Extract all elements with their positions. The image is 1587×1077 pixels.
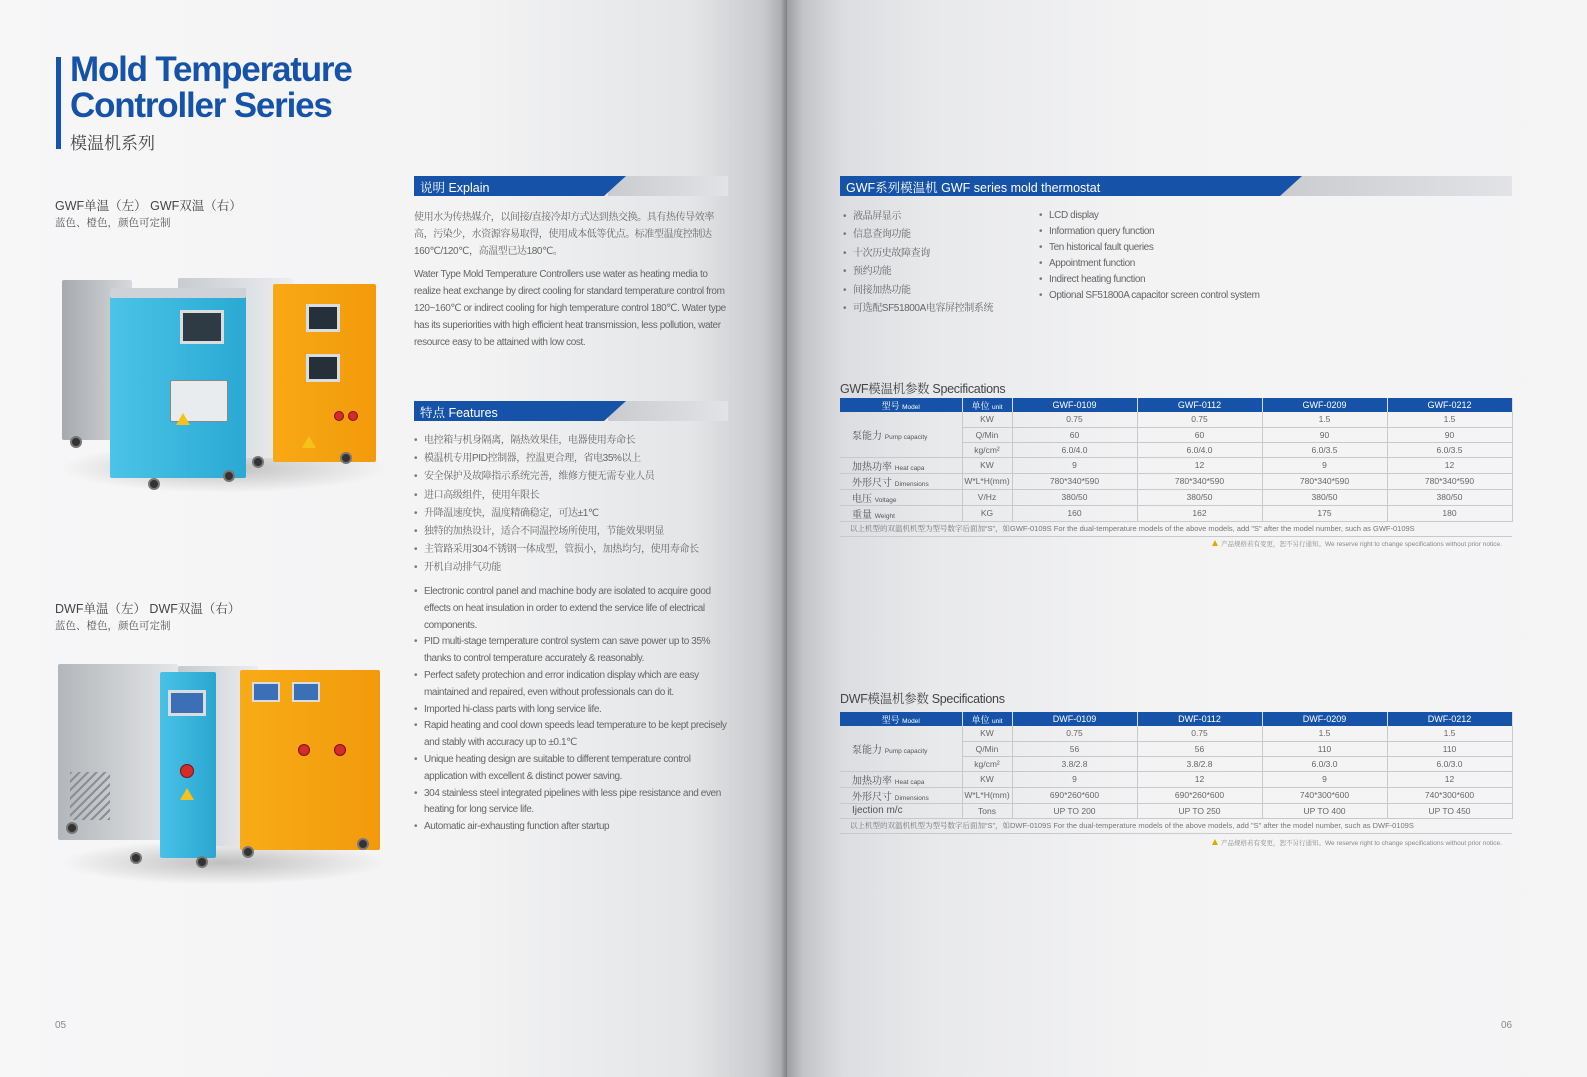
feature-cn-item: • 进口高级组件，使用年限长: [414, 487, 732, 505]
value-cell: 780*340*590: [1262, 473, 1387, 489]
bullet-en-item: • Appointment function: [1039, 256, 1339, 272]
value-cell: UP TO 250: [1137, 803, 1262, 818]
value-cell: 9: [1012, 771, 1137, 787]
header-model-name: GWF-0112: [1137, 398, 1262, 412]
gwf-disclaimer: 产品规格若有变更，恕不另行通知。We reserve right to change specifications without prior notice.: [1212, 539, 1502, 548]
row-label-en: Dimensions: [894, 480, 929, 488]
table-row: [840, 412, 1512, 427]
value-cell: 0.75: [1137, 412, 1262, 427]
value-cell: 3.8/2.8: [1012, 756, 1137, 771]
value-cell: 6.0/3.0: [1387, 756, 1512, 771]
header-model-en: Model: [902, 717, 920, 725]
value-cell: 6.0/3.0: [1262, 756, 1387, 771]
value-cell: UP TO 200: [1012, 803, 1137, 818]
page-subtitle-cn: 模温机系列: [70, 134, 155, 153]
feature-cn-item: • 电控箱与机身隔离，隔热效果佳，电器使用寿命长: [414, 432, 732, 450]
features-list-en: [414, 584, 732, 836]
row-label: [840, 803, 962, 818]
value-cell: 60: [1137, 427, 1262, 442]
unit-cell: KW: [962, 726, 1012, 741]
explain-text-cn: 使用水为传热媒介，以间接/直接冷却方式达到热交换。具有热传导效率高，污染少，水资源容易取得，使用成本低等优点。标准型温度控制达160℃/120℃，高温型已达180℃。: [414, 212, 714, 257]
header-model-name: GWF-0212: [1387, 398, 1512, 412]
dwf-caption: DWF单温（左） DWF双温（右）: [55, 602, 241, 616]
row-label-cn: Ijection m/c: [852, 805, 903, 816]
unit-cell: kg/cm²: [962, 756, 1012, 771]
header-model: 型号 Model: [840, 398, 962, 412]
value-cell: 6.0/4.0: [1137, 442, 1262, 457]
value-cell: 690*260*600: [1137, 787, 1262, 803]
row-label: [840, 457, 962, 473]
value-cell: 1.5: [1387, 726, 1512, 741]
value-cell: 56: [1137, 741, 1262, 756]
title-accent-bar: [56, 57, 61, 149]
feature-cn-item: • 开机自动排气功能: [414, 559, 732, 577]
feature-en-item: • Perfect safety protechion and error indication display which are easy maintained and repaired, even without professionals can do it.: [414, 668, 732, 702]
dwf-spec-table: [840, 712, 1513, 834]
header-unit-en: unit: [992, 717, 1003, 725]
row-label-en: Pump capacity: [884, 747, 928, 755]
table-note-row: [840, 521, 1512, 536]
dwf-machines-image: [52, 660, 387, 890]
table-note: 以上机型的双温机机型为型号数字后面加“S”，如GWF-0109S For the dual-temperature models of the above models, add "S" after the model number, such as GWF-0109S: [840, 521, 1512, 536]
value-cell: 740*300*600: [1262, 787, 1387, 803]
header-model-name: GWF-0109: [1012, 398, 1137, 412]
header-model: 型号 Model: [840, 712, 962, 726]
table-row: [840, 726, 1512, 741]
row-label-cn: 外形尺寸: [852, 477, 892, 489]
unit-cell: Tons: [962, 803, 1012, 818]
row-label-en: Dimensions: [894, 794, 929, 802]
dwf-disclaimer: 产品规格若有变更，恕不另行通知。We reserve right to change specifications without prior notice.: [1212, 838, 1502, 847]
unit-cell: W*L*H(mm): [962, 787, 1012, 803]
value-cell: 9: [1262, 771, 1387, 787]
value-cell: 9: [1262, 457, 1387, 473]
unit-cell: KW: [962, 457, 1012, 473]
value-cell: 60: [1012, 427, 1137, 442]
value-cell: 56: [1012, 741, 1137, 756]
value-cell: 162: [1137, 505, 1262, 521]
feature-en-item: • Electronic control panel and machine body are isolated to acquire good effects on heat insulation in order to extend the service life of electrical components.: [414, 584, 732, 634]
value-cell: 12: [1387, 457, 1512, 473]
features-bullets-cn: [843, 208, 1033, 318]
value-cell: 0.75: [1012, 726, 1137, 741]
value-cell: 690*260*600: [1012, 787, 1137, 803]
value-cell: 740*300*600: [1387, 787, 1512, 803]
value-cell: 175: [1262, 505, 1387, 521]
table-row: [840, 787, 1512, 803]
row-label-cn: 外形尺寸: [852, 791, 892, 803]
unit-cell: KW: [962, 412, 1012, 427]
value-cell: 12: [1137, 457, 1262, 473]
gwf-caption-sub: 蓝色、橙色，颜色可定制: [55, 217, 171, 229]
table-row: [840, 457, 1512, 473]
value-cell: 160: [1012, 505, 1137, 521]
bullet-cn-item: • 间接加热功能: [843, 282, 1033, 300]
header-model-name: DWF-0112: [1137, 712, 1262, 726]
page-number-left: 05: [55, 1020, 67, 1031]
row-label-en: Pump capacity: [884, 433, 928, 441]
value-cell: 1.5: [1387, 412, 1512, 427]
gwf-table-title: GWF模温机参数 Specifications: [840, 382, 1006, 396]
value-cell: 6.0/4.0: [1012, 442, 1137, 457]
table-row: [840, 505, 1512, 521]
bullet-en-item: • LCD display: [1039, 208, 1339, 224]
header-unit: 单位 unit: [962, 712, 1012, 726]
row-label: [840, 412, 962, 457]
table-row: [840, 473, 1512, 489]
title-line-1: Mold Temperature: [70, 50, 352, 89]
value-cell: 1.5: [1262, 726, 1387, 741]
unit-cell: Q/Min: [962, 741, 1012, 756]
value-cell: 780*340*590: [1387, 473, 1512, 489]
bullet-cn-item: • 预约功能: [843, 263, 1033, 281]
table-header-row: [840, 712, 1512, 726]
row-label: [840, 505, 962, 521]
feature-en-item: • PID multi-stage temperature control system can save power up to 35% thanks to control temperature accurately & reasonably.: [414, 634, 732, 668]
value-cell: 3.8/2.8: [1137, 756, 1262, 771]
value-cell: 6.0/3.5: [1262, 442, 1387, 457]
row-label-en: Weight: [874, 512, 895, 520]
row-label-cn: 重量: [852, 509, 872, 521]
explain-header: 说明 Explain: [414, 176, 728, 196]
row-label: [840, 771, 962, 787]
feature-en-item: • Unique heating design are suitable to different temperature control application with excellent & distinct power saving.: [414, 752, 732, 786]
header-unit-en: unit: [992, 403, 1003, 411]
dwf-caption-sub: 蓝色、橙色，颜色可定制: [55, 620, 171, 632]
row-label: [840, 726, 962, 771]
value-cell: 380/50: [1137, 489, 1262, 505]
value-cell: 780*340*590: [1012, 473, 1137, 489]
row-label-cn: 加热功率: [852, 461, 892, 473]
bullet-en-item: • Indirect heating function: [1039, 272, 1339, 288]
value-cell: UP TO 400: [1262, 803, 1387, 818]
value-cell: 12: [1137, 771, 1262, 787]
row-label-en: Heat capa: [894, 464, 925, 472]
header-unit: 单位 unit: [962, 398, 1012, 412]
value-cell: 380/50: [1012, 489, 1137, 505]
bullet-en-item: • Optional SF51800A capacitor screen control system: [1039, 288, 1339, 304]
value-cell: 12: [1387, 771, 1512, 787]
value-cell: 380/50: [1262, 489, 1387, 505]
row-label: [840, 489, 962, 505]
table-note: 以上机型的双温机机型为型号数字后面加“S”，如DWF-0109S For the dual-temperature models of the above models, add "S" after the model number, such as DWF-0109S: [840, 818, 1512, 833]
left-page: [0, 0, 787, 1077]
value-cell: 9: [1012, 457, 1137, 473]
value-cell: 90: [1262, 427, 1387, 442]
right-page: [787, 0, 1587, 1077]
row-label: [840, 473, 962, 489]
table-row: [840, 803, 1512, 818]
explain-text-en: Water Type Mold Temperature Controllers use water as heating media to realize heat exchange by direct cooling for standard temperature control from 120~160℃ or indirect cooling for high temperature control 180℃. Water type has its superiorities with high efficient heat transmission, less pollution, water resource easy to be attained with low cost.: [414, 269, 726, 348]
row-label: [840, 787, 962, 803]
bullet-cn-item: • 可选配SF51800A电容屏控制系统: [843, 300, 1033, 318]
header-model-name: DWF-0212: [1387, 712, 1512, 726]
row-label-cn: 加热功率: [852, 775, 892, 787]
bullet-cn-item: • 十次历史故障查询: [843, 245, 1033, 263]
value-cell: UP TO 450: [1387, 803, 1512, 818]
feature-en-item: • Rapid heating and cool down speeds lead temperature to be kept precisely and stably with accuracy up to ±0.1℃: [414, 718, 732, 752]
value-cell: 6.0/3.5: [1387, 442, 1512, 457]
feature-cn-item: • 主管路采用304不锈钢一体成型，管损小，加热均匀，使用寿命长: [414, 541, 732, 559]
value-cell: 90: [1387, 427, 1512, 442]
row-label-cn: 电压: [852, 493, 872, 505]
features-bullets-en: [1039, 208, 1339, 303]
value-cell: 380/50: [1387, 489, 1512, 505]
gwf-series-header: GWF系列模温机 GWF series mold thermostat: [840, 176, 1512, 196]
gwf-machines-image: [48, 268, 388, 498]
header-model-name: DWF-0209: [1262, 712, 1387, 726]
page-title: [70, 52, 352, 124]
value-cell: 110: [1387, 741, 1512, 756]
title-line-2: Controller Series: [70, 86, 332, 125]
page-number-right: 06: [1501, 1020, 1513, 1031]
feature-cn-item: • 独特的加热设计，适合不同温控场所使用，节能效果明显: [414, 523, 732, 541]
gwf-caption: GWF单温（左） GWF双温（右）: [55, 199, 242, 213]
unit-cell: Q/Min: [962, 427, 1012, 442]
value-cell: 180: [1387, 505, 1512, 521]
feature-cn-item: • 安全保护及故障指示系统完善，维修方便无需专业人员: [414, 468, 732, 486]
value-cell: 1.5: [1262, 412, 1387, 427]
warning-icon: [1212, 540, 1218, 546]
feature-cn-item: • 模温机专用PID控制器，控温更合理，省电35%以上: [414, 450, 732, 468]
table-header-row: [840, 398, 1512, 412]
table-note-row: [840, 818, 1512, 833]
header-model-en: Model: [902, 403, 920, 411]
unit-cell: W*L*H(mm): [962, 473, 1012, 489]
feature-cn-item: • 升降温速度快，温度精确稳定，可达±1℃: [414, 505, 732, 523]
bullet-cn-item: • 液晶屏显示: [843, 208, 1033, 226]
bullet-en-item: • Ten historical fault queries: [1039, 240, 1339, 256]
table-row: [840, 771, 1512, 787]
bullet-cn-item: • 信息查询功能: [843, 226, 1033, 244]
feature-en-item: • Imported hi-class parts with long service life.: [414, 702, 732, 719]
value-cell: 110: [1262, 741, 1387, 756]
feature-en-item: • 304 stainless steel integrated pipelines with less pipe resistance and even heating for long service life.: [414, 786, 732, 820]
feature-en-item: • Automatic air-exhausting function after startup: [414, 819, 732, 836]
header-model-name: GWF-0209: [1262, 398, 1387, 412]
dwf-table-title: DWF模温机参数 Specifications: [840, 692, 1005, 706]
warning-icon: [1212, 839, 1218, 845]
unit-cell: kg/cm²: [962, 442, 1012, 457]
row-label-cn: 泵能力: [852, 744, 882, 756]
value-cell: 780*340*590: [1137, 473, 1262, 489]
header-model-name: DWF-0109: [1012, 712, 1137, 726]
features-header: 特点 Features: [414, 401, 728, 421]
value-cell: 0.75: [1137, 726, 1262, 741]
value-cell: 0.75: [1012, 412, 1137, 427]
gwf-spec-table: [840, 398, 1513, 537]
unit-cell: V/Hz: [962, 489, 1012, 505]
bullet-en-item: • Information query function: [1039, 224, 1339, 240]
unit-cell: KW: [962, 771, 1012, 787]
row-label-en: Heat capa: [894, 778, 925, 786]
row-label-en: Voltage: [874, 496, 897, 504]
row-label-cn: 泵能力: [852, 430, 882, 442]
unit-cell: KG: [962, 505, 1012, 521]
features-list-cn: [414, 432, 732, 578]
table-row: [840, 489, 1512, 505]
